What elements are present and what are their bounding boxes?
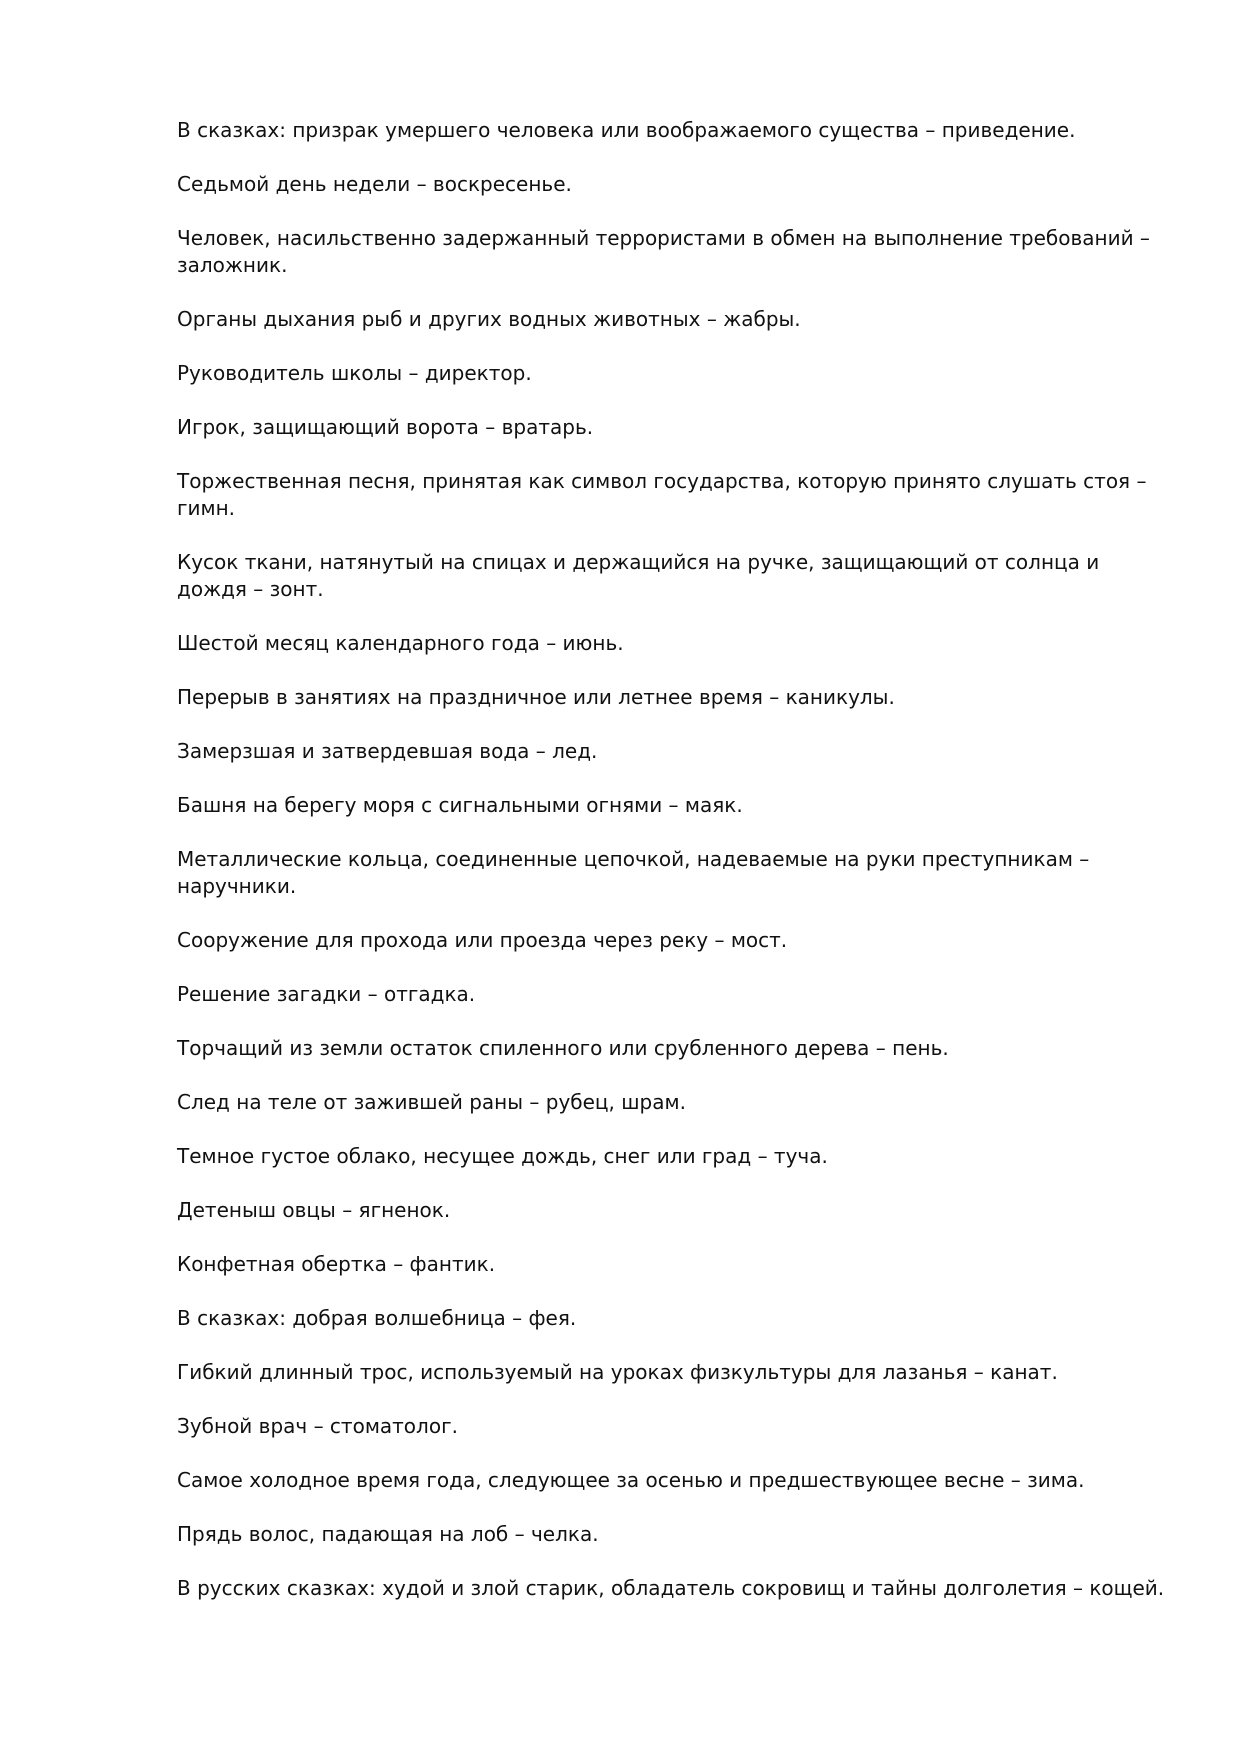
definition-entry: Самое холодное время года, следующее за осенью и предшествующее весне – зима. [177, 1468, 1085, 1492]
definition-entry: Темное густое облако, несущее дождь, снег или град – туча. [177, 1144, 828, 1168]
definition-entry: След на теле от зажившей раны – рубец, шрам. [177, 1090, 686, 1114]
definition-entry: Человек, насильственно задержанный террористами в обмен на выполнение требований – заложник. [177, 226, 1150, 277]
definition-entry: Башня на берегу моря с сигнальными огнями – маяк. [177, 793, 743, 817]
definition-entry: Зубной врач – стоматолог. [177, 1414, 458, 1438]
definition-entry: Гибкий длинный трос, используемый на уроках физкультуры для лазанья – канат. [177, 1360, 1058, 1384]
definition-entry: Конфетная обертка – фантик. [177, 1252, 496, 1276]
definition-entry: Сооружение для прохода или проезда через реку – мост. [177, 928, 788, 952]
definition-entry: Кусок ткани, натянутый на спицах и держащийся на ручке, защищающий от солнца и дождя – зонт. [177, 550, 1100, 601]
definition-entry: Шестой месяц календарного года – июнь. [177, 631, 624, 655]
definition-entry: Седьмой день недели – воскресенье. [177, 172, 572, 196]
definition-entry: Прядь волос, падающая на лоб – челка. [177, 1522, 599, 1546]
definition-entry: Торчащий из земли остаток спиленного или срубленного дерева – пень. [177, 1036, 949, 1060]
definition-entry: Решение загадки – отгадка. [177, 982, 476, 1006]
definition-entry: Замерзшая и затвердевшая вода – лед. [177, 739, 598, 763]
definition-entry: Металлические кольца, соединенные цепочкой, надеваемые на руки преступникам – наручники. [177, 847, 1090, 898]
definition-entry: Торжественная песня, принятая как символ государства, которую принято слушать стоя – гимн. [177, 469, 1147, 520]
definition-entry: Руководитель школы – директор. [177, 361, 532, 385]
definition-entry: Перерыв в занятиях на праздничное или летнее время – каникулы. [177, 685, 895, 709]
definition-entry: Органы дыхания рыб и других водных животных – жабры. [177, 307, 801, 331]
definition-entry: Игрок, защищающий ворота – вратарь. [177, 415, 594, 439]
definition-entry: Детеныш овцы – ягненок. [177, 1198, 451, 1222]
definition-entry: В сказках: призрак умершего человека или воображаемого существа – приведение. [177, 118, 1076, 142]
definition-entry: В русских сказках: худой и злой старик, обладатель сокровищ и тайны долголетия – кощей. [177, 1576, 1165, 1600]
definitions-list [177, 117, 1167, 1629]
definition-entry: В сказках: добрая волшебница – фея. [177, 1306, 577, 1330]
